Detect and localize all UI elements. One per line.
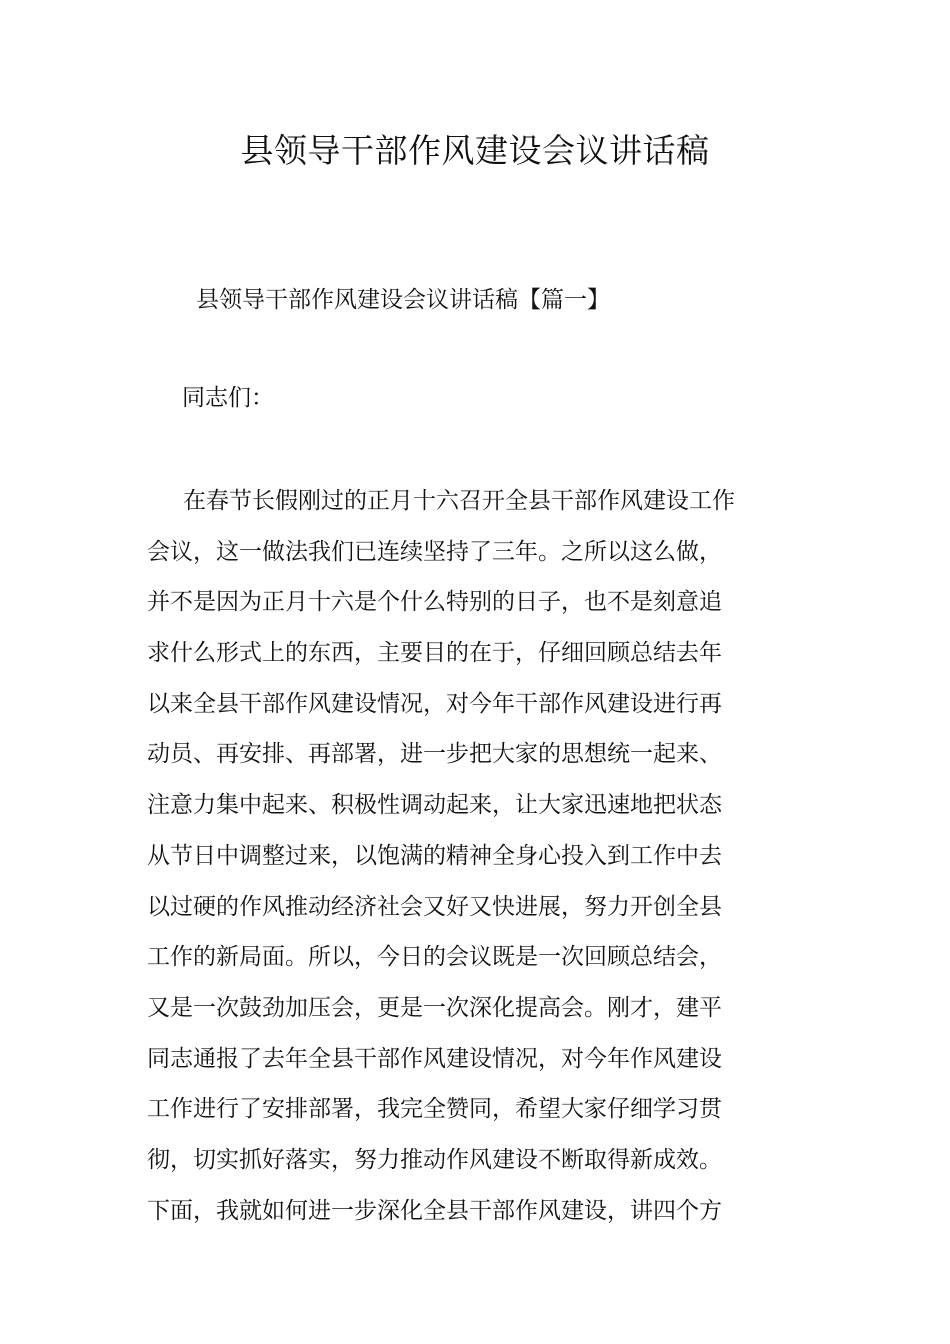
document-title: 县领导干部作风建设会议讲话稿 xyxy=(240,131,710,170)
body-line: 又是一次鼓劲加压会，更是一次深化提高会。刚才，建平 xyxy=(147,994,722,1021)
body-line: 动员、再安排、再部署，进一步把大家的思想统一起来、 xyxy=(147,741,722,768)
salutation: 同志们： xyxy=(182,385,274,411)
body-line: 并不是因为正月十六是个什么特别的日子，也不是刻意追 xyxy=(147,589,722,616)
body-line: 同志通报了去年全县干部作风建设情况，对今年作风建设 xyxy=(147,1045,722,1072)
body-line: 下面，我就如何进一步深化全县干部作风建设，讲四个方 xyxy=(147,1197,722,1224)
body-line: 工作的新局面。所以，今日的会议既是一次回顾总结会， xyxy=(147,944,722,971)
body-paragraph xyxy=(147,476,807,1236)
section-heading: 县领导干部作风建设会议讲话稿【篇一】 xyxy=(196,287,610,313)
body-line: 彻，切实抓好落实，努力推动作风建设不断取得新成效。 xyxy=(147,1146,722,1173)
body-line: 以来全县干部作风建设情况，对今年干部作风建设进行再 xyxy=(147,690,722,717)
body-line: 求什么形式上的东西，主要目的在于，仔细回顾总结去年 xyxy=(147,640,722,667)
body-line: 会议，这一做法我们已连续坚持了三年。之所以这么做， xyxy=(147,538,722,565)
body-line: 工作进行了安排部署，我完全赞同，希望大家仔细学习贯 xyxy=(147,1096,722,1123)
body-line: 注意力集中起来、积极性调动起来，让大家迅速地把状态 xyxy=(147,792,722,819)
body-line: 从节日中调整过来，以饱满的精神全身心投入到工作中去 xyxy=(147,842,722,869)
body-line: 在春节长假刚过的正月十六召开全县干部作风建设工作 xyxy=(183,488,735,514)
body-line: 以过硬的作风推动经济社会又好又快进展，努力开创全县 xyxy=(147,893,722,920)
